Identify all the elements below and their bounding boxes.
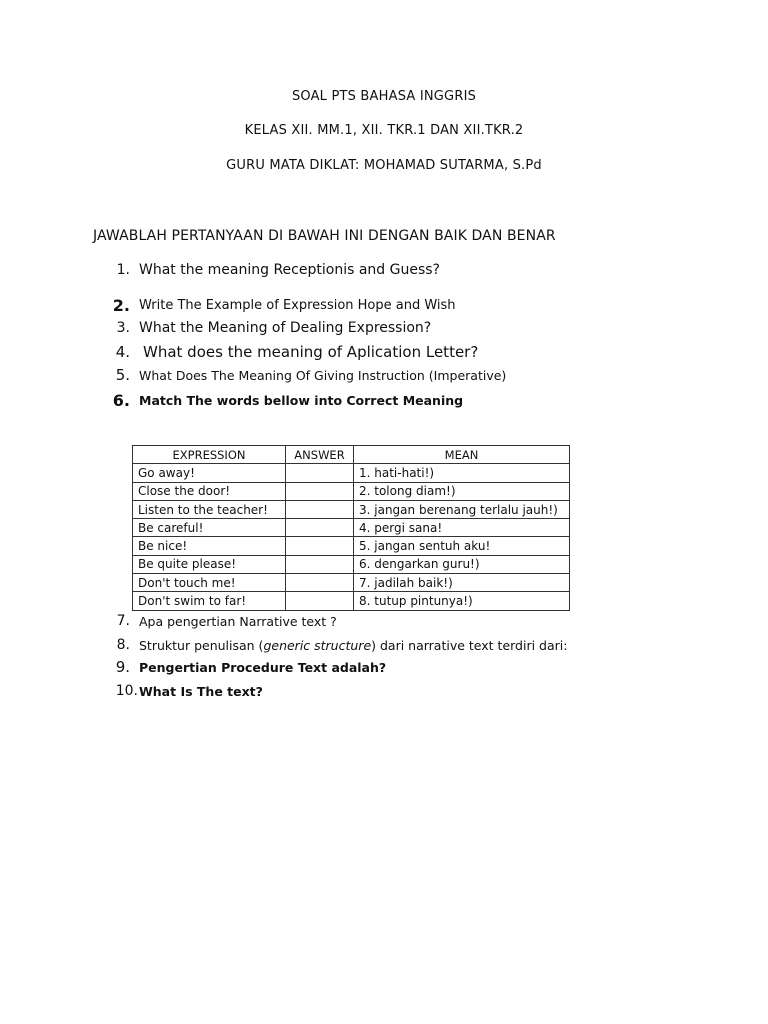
- answer-cell: [286, 519, 354, 537]
- answer-cell: [286, 464, 354, 482]
- mean-cell: 5. jangan sentuh aku!: [354, 537, 570, 555]
- table-row: [133, 500, 570, 518]
- answer-cell: [286, 574, 354, 592]
- answer-cell: [286, 555, 354, 573]
- expression-cell: Go away!: [133, 464, 286, 482]
- table-header-row: [133, 446, 570, 464]
- question-text: Write The Example of Expression Hope and Wish: [139, 298, 456, 313]
- column-header-expression: EXPRESSION: [133, 446, 286, 464]
- class-line: KELAS XII. MM.1, XII. TKR.1 DAN XII.TKR.2: [244, 123, 524, 138]
- question-number: 3.: [116, 320, 130, 336]
- question-text: Pengertian Procedure Text adalah?: [139, 660, 387, 675]
- question-number: 7.: [116, 613, 130, 629]
- question-text: What does the meaning of Aplication Letter?: [143, 343, 479, 361]
- question-number: 8.: [116, 637, 130, 653]
- expression-cell: Don't swim to far!: [133, 592, 286, 610]
- column-header-mean: MEAN: [354, 446, 570, 464]
- table-row: [133, 519, 570, 537]
- instruction-heading: JAWABLAH PERTANYAAN DI BAWAH INI DENGAN BAIK DAN BENAR: [93, 228, 556, 244]
- teacher-line: GURU MATA DIKLAT: MOHAMAD SUTARMA, S.Pd: [226, 158, 542, 173]
- answer-cell: [286, 500, 354, 518]
- table-row: [133, 482, 570, 500]
- question-number: 2.: [112, 296, 130, 315]
- question-number: 10.: [115, 683, 138, 699]
- question-number: 5.: [115, 366, 130, 384]
- answer-cell: [286, 482, 354, 500]
- column-header-answer: ANSWER: [286, 446, 354, 464]
- question-text-italic: generic structure: [263, 638, 372, 653]
- mean-cell: 8. tutup pintunya!): [354, 592, 570, 610]
- question-text: Apa pengertian Narrative text ?: [139, 614, 337, 629]
- question-number: 6.: [112, 391, 130, 410]
- question-text: [139, 638, 567, 653]
- mean-cell: 4. pergi sana!: [354, 519, 570, 537]
- table-row: [133, 574, 570, 592]
- table-row: [133, 592, 570, 610]
- mean-cell: 6. dengarkan guru!): [354, 555, 570, 573]
- mean-cell: 2. tolong diam!): [354, 482, 570, 500]
- document-title: SOAL PTS BAHASA INGGRIS: [291, 89, 477, 104]
- question-text: What Is The text?: [139, 684, 263, 699]
- question-number: 4.: [115, 343, 130, 361]
- expression-cell: Be nice!: [133, 537, 286, 555]
- table-row: [133, 464, 570, 482]
- question-text-before: Struktur penulisan (: [139, 638, 264, 653]
- answer-cell: [286, 537, 354, 555]
- question-text: What Does The Meaning Of Giving Instruction (Imperative): [139, 368, 507, 383]
- mean-cell: 1. hati-hati!): [354, 464, 570, 482]
- table-row: [133, 537, 570, 555]
- question-number: 1.: [116, 262, 130, 278]
- question-number: 9.: [115, 658, 130, 676]
- question-text: What the Meaning of Dealing Expression?: [139, 320, 432, 336]
- matching-table: [132, 445, 570, 611]
- mean-cell: 3. jangan berenang terlalu jauh!): [354, 500, 570, 518]
- expression-cell: Don't touch me!: [133, 574, 286, 592]
- expression-cell: Be careful!: [133, 519, 286, 537]
- question-text-after: ) dari narrative text terdiri dari:: [371, 638, 568, 653]
- question-text: Match The words bellow into Correct Meaning: [139, 393, 464, 408]
- mean-cell: 7. jadilah baik!): [354, 574, 570, 592]
- expression-cell: Close the door!: [133, 482, 286, 500]
- expression-cell: Be quite please!: [133, 555, 286, 573]
- expression-cell: Listen to the teacher!: [133, 500, 286, 518]
- question-text: What the meaning Receptionis and Guess?: [139, 262, 440, 278]
- answer-cell: [286, 592, 354, 610]
- table-row: [133, 555, 570, 573]
